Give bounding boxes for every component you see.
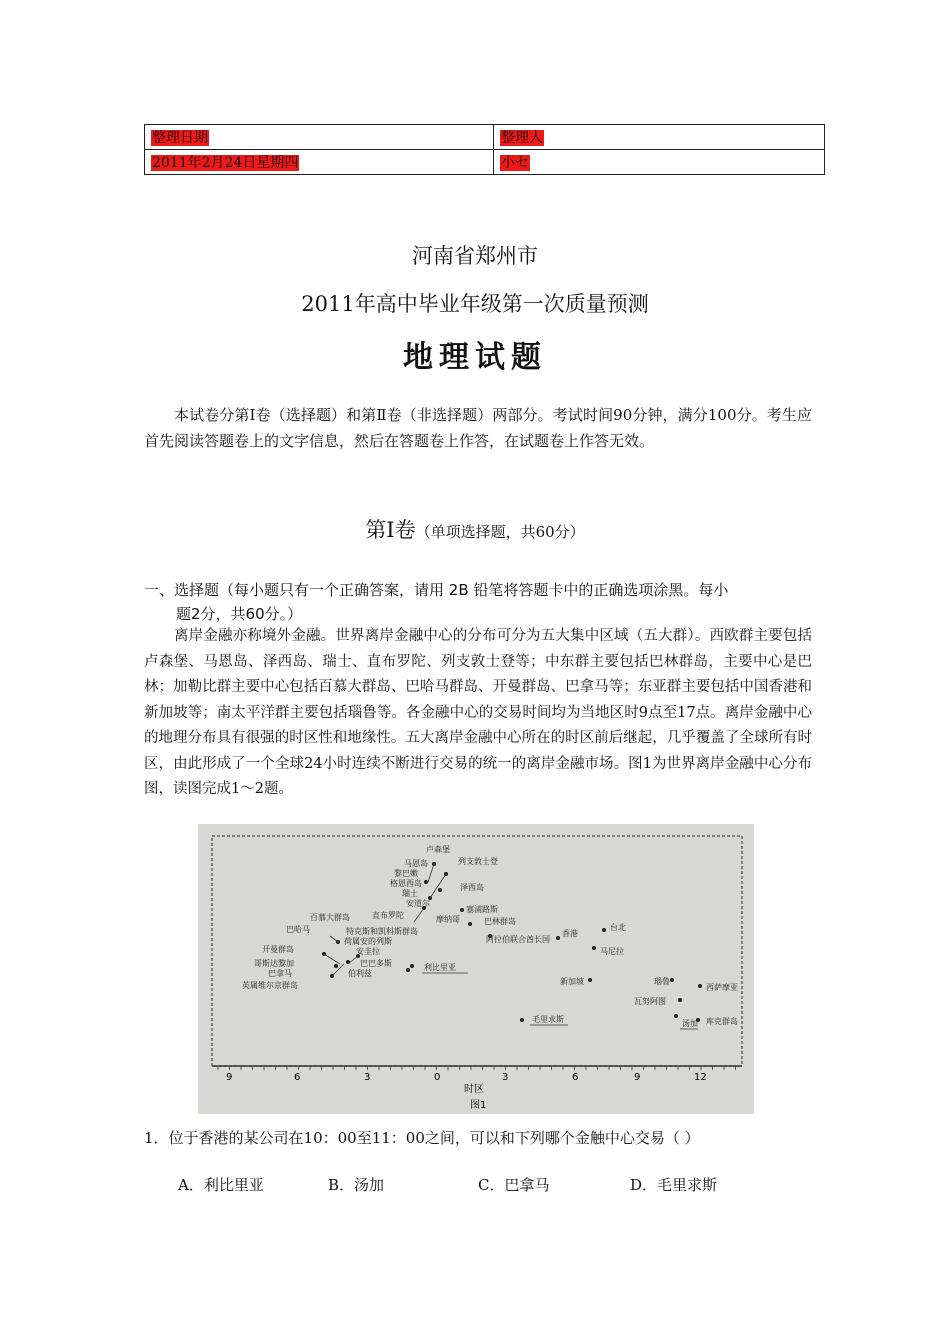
label-luxembourg: 卢森堡 bbox=[426, 845, 450, 854]
point bbox=[592, 946, 596, 950]
meta-cell-date-header bbox=[145, 125, 494, 150]
label-cyprus: 塞浦路斯 bbox=[466, 905, 498, 914]
label-cook: 库克群岛 bbox=[706, 1017, 738, 1026]
label-cayman: 开曼群岛 bbox=[262, 945, 294, 954]
label-liberia: 利比里亚 bbox=[424, 963, 456, 972]
label-taipei: 台北 bbox=[610, 923, 626, 932]
label-anguilla: 安圭拉 bbox=[356, 947, 380, 956]
tick-label: 9 bbox=[634, 1072, 641, 1083]
point bbox=[346, 960, 350, 964]
option-b[interactable]: B．汤加 bbox=[328, 1176, 385, 1194]
leader-line bbox=[348, 956, 358, 964]
point bbox=[334, 964, 338, 968]
tick-label: 6 bbox=[572, 1072, 579, 1083]
label-tonga: 汤加 bbox=[682, 1019, 698, 1028]
point bbox=[410, 964, 414, 968]
section-sub: （单项选择题，共60分） bbox=[415, 523, 585, 541]
point bbox=[468, 922, 472, 926]
label-hongkong: 香港 bbox=[562, 929, 578, 938]
tick-label: 3 bbox=[364, 1072, 371, 1083]
label-dutch-antilles: 荷属安的列斯 bbox=[344, 937, 392, 946]
figure-svg bbox=[198, 824, 754, 1114]
point bbox=[556, 936, 560, 940]
figure-offshore-centers bbox=[198, 824, 754, 1114]
section-main: 第Ⅰ卷 bbox=[365, 518, 416, 542]
title-region: 河南省郑州市 bbox=[412, 244, 538, 268]
meta-table bbox=[144, 124, 825, 175]
point bbox=[520, 1018, 524, 1022]
label-vanuatu: 瓦努阿图 bbox=[634, 997, 666, 1006]
center-labels bbox=[242, 844, 738, 1028]
point bbox=[406, 968, 410, 972]
tick-label: 9 bbox=[226, 1072, 233, 1083]
label-belize: 伯利兹 bbox=[348, 969, 372, 978]
label-gibraltar: 直布罗陀 bbox=[372, 911, 404, 920]
figure-caption: 图1 bbox=[470, 1100, 487, 1111]
meta-header-row bbox=[145, 125, 825, 150]
point bbox=[678, 998, 682, 1002]
axis-title: 时区 bbox=[464, 1084, 484, 1095]
label-singapore: 新加坡 bbox=[560, 977, 584, 986]
option-d[interactable]: D．毛里求斯 bbox=[630, 1176, 718, 1194]
label-barbados: 巴巴多斯 bbox=[360, 959, 392, 968]
label-lebanon: 黎巴嫩 bbox=[394, 869, 418, 878]
title-subject: 地理试题 bbox=[403, 340, 547, 375]
leader-line bbox=[428, 864, 434, 882]
tick-label: 6 bbox=[294, 1072, 301, 1083]
label-switzerland: 瑞士 bbox=[402, 889, 418, 898]
point bbox=[424, 880, 428, 884]
tick-label: 0 bbox=[434, 1072, 441, 1083]
question-group-title bbox=[144, 578, 812, 626]
passage-paragraph: 离岸金融亦称境外金融。世界离岸金融中心的分布可分为五大集中区域（五大群）。西欧群主要包括卢森堡、马恩岛、泽西岛、瑞士、直布罗陀、列支敦士登等；中东群主要包括巴林群岛，主要中心是巴林；加勒比群主要中心包括百慕大群岛、巴哈马群岛、开曼群岛、巴拿马等；东亚群主要包括中国香港和新加坡等；南太平洋群主要包括瑙鲁等。各金融中心的交易时间均为当地区时9点至17点。离岸金融中心的地理分布具有很强的时区性和地缘性。五大离岸金融中心所在的时区前后继起，几乎覆盖了全球所有时区，由此形成了一个全球24小时连续不断进行交易的统一的离岸金融市场。图1为世界离岸金融中心分布图，读图完成1～2题。 bbox=[144, 628, 812, 797]
label-turks: 特克斯和凯科斯群岛 bbox=[346, 927, 418, 936]
leader-line bbox=[430, 874, 446, 898]
axis-tick-labels bbox=[226, 1072, 707, 1083]
meta-cell-person-header bbox=[494, 125, 825, 150]
leader-line bbox=[324, 954, 340, 964]
leader-line bbox=[330, 936, 338, 942]
meta-cell-date bbox=[145, 150, 494, 175]
question-group-title-line1: 一、选择题（每小题只有一个正确答案，请用 2B 铅笔将答题卡中的正确选项涂黑。每小 bbox=[144, 581, 729, 599]
person-value: 小セ bbox=[501, 155, 529, 171]
point bbox=[670, 978, 674, 982]
tick-label: 12 bbox=[694, 1072, 707, 1083]
label-liechtenstein: 列支敦士登 bbox=[458, 857, 498, 866]
label-nauru: 瑙鲁 bbox=[654, 977, 670, 986]
label-andorra: 安道尔 bbox=[406, 899, 430, 908]
label-monaco: 摩纳哥 bbox=[436, 915, 460, 924]
option-c[interactable]: C．巴拿马 bbox=[478, 1176, 550, 1194]
date-header-label: 整理日期 bbox=[152, 130, 208, 146]
label-uae: 阿拉伯联合酋长国 bbox=[486, 935, 550, 944]
label-manila: 马尼拉 bbox=[600, 947, 624, 956]
label-bermuda: 百慕大群岛 bbox=[310, 913, 350, 922]
label-bahrain-islands: 巴林群岛 bbox=[484, 917, 516, 926]
label-virgin: 英属维尔京群岛 bbox=[242, 981, 298, 990]
point bbox=[438, 888, 442, 892]
point bbox=[674, 1014, 678, 1018]
label-jersey: 泽西岛 bbox=[460, 883, 484, 892]
label-costa-rica: 哥斯达黎加 bbox=[254, 959, 294, 968]
option-a[interactable]: A．利比里亚 bbox=[178, 1176, 264, 1194]
label-isle-of-man: 马恩岛 bbox=[404, 859, 428, 868]
point bbox=[460, 908, 464, 912]
question-group-title-line2: 题2分，共60分。） bbox=[176, 605, 303, 623]
leader-line bbox=[414, 908, 424, 922]
point bbox=[698, 984, 702, 988]
point bbox=[588, 978, 592, 982]
point bbox=[602, 928, 606, 932]
question-1-stem: 1．位于香港的某公司在10：00至11：00之间，可以和下列哪个金触中心交易（ ） bbox=[144, 1129, 700, 1147]
label-panama: 巴拿马 bbox=[268, 969, 292, 978]
label-bahamas: 巴哈马 bbox=[286, 925, 310, 934]
label-mauritius: 毛里求斯 bbox=[532, 1015, 564, 1024]
meta-cell-person bbox=[494, 150, 825, 175]
leader-line bbox=[332, 964, 344, 976]
meta-value-row bbox=[145, 150, 825, 175]
tick-label: 3 bbox=[502, 1072, 509, 1083]
label-samoa: 西萨摩亚 bbox=[706, 983, 738, 992]
title-exam: 2011年高中毕业年级第一次质量预测 bbox=[301, 292, 649, 316]
intro-paragraph: 本试卷分第I卷（选择题）和第Ⅱ卷（非选择题）两部分。考试时间90分钟，满分100分。考生应首先阅读答题卷上的文字信息，然后在答题卷上作答，在试题卷上作答无效。 bbox=[144, 406, 812, 450]
label-guernsey: 格恩西岛 bbox=[390, 879, 422, 888]
date-value: 2011年2月24日星期四 bbox=[152, 155, 299, 171]
person-header-label: 整理人 bbox=[501, 130, 543, 146]
section-heading bbox=[0, 514, 950, 544]
